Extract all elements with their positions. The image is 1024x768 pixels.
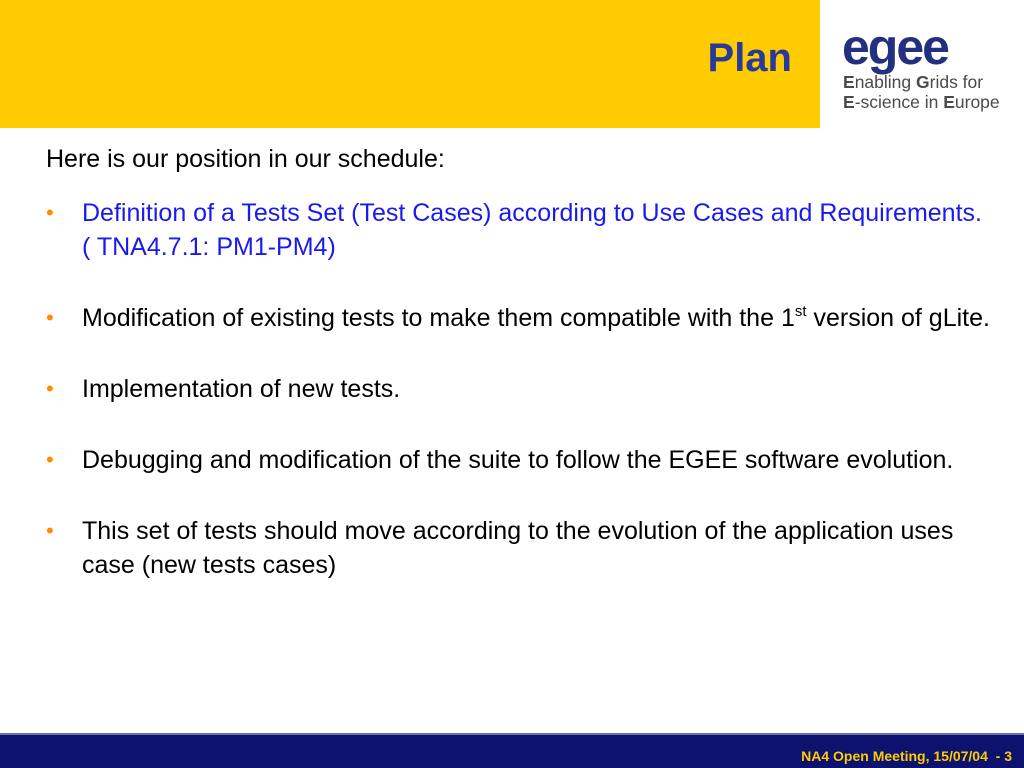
logo-wordmark: egee [842, 19, 948, 75]
bullet-text: Debugging and modification of the suite to follow the EGEE software evolution. [82, 446, 954, 474]
slide-title: Plan [707, 36, 792, 80]
intro-text: Here is our position in our schedule: [46, 145, 445, 173]
bullet-icon: • [46, 305, 54, 330]
bullet-text: This set of tests should move according to the evolution of the application uses case (new tests cases) [82, 517, 954, 579]
footer-text: NA4 Open Meeting, 15/07/04 - 3 [801, 748, 1012, 764]
bullet-text: Modification of existing tests to make them compatible with the 1st version of gLite. [82, 303, 990, 332]
bullet-item [46, 196, 996, 264]
bullet-text: Implementation of new tests. [82, 375, 401, 403]
bullet-item [46, 443, 996, 477]
bullet-item [46, 372, 996, 406]
bullet-item [46, 301, 996, 335]
bullet-icon: • [46, 518, 54, 543]
bullet-item [46, 514, 996, 582]
bullet-text: Definition of a Tests Set (Test Cases) according to Use Cases and Requirements. ( TNA4.7.1: PM1-PM4) [82, 199, 982, 261]
logo-tagline-line-2: E-science in Europe [843, 92, 1000, 112]
bullet-icon: • [46, 200, 54, 225]
egee-logo [838, 19, 1008, 122]
slide-body [46, 142, 996, 619]
footer-bar [0, 733, 1024, 768]
superscript: st [794, 303, 807, 320]
bullet-icon: • [46, 447, 54, 472]
bullet-list [46, 196, 996, 582]
title-bar [0, 0, 820, 128]
bullet-icon: • [46, 376, 54, 401]
logo-tagline-line-1: Enabling Grids for [843, 72, 984, 92]
